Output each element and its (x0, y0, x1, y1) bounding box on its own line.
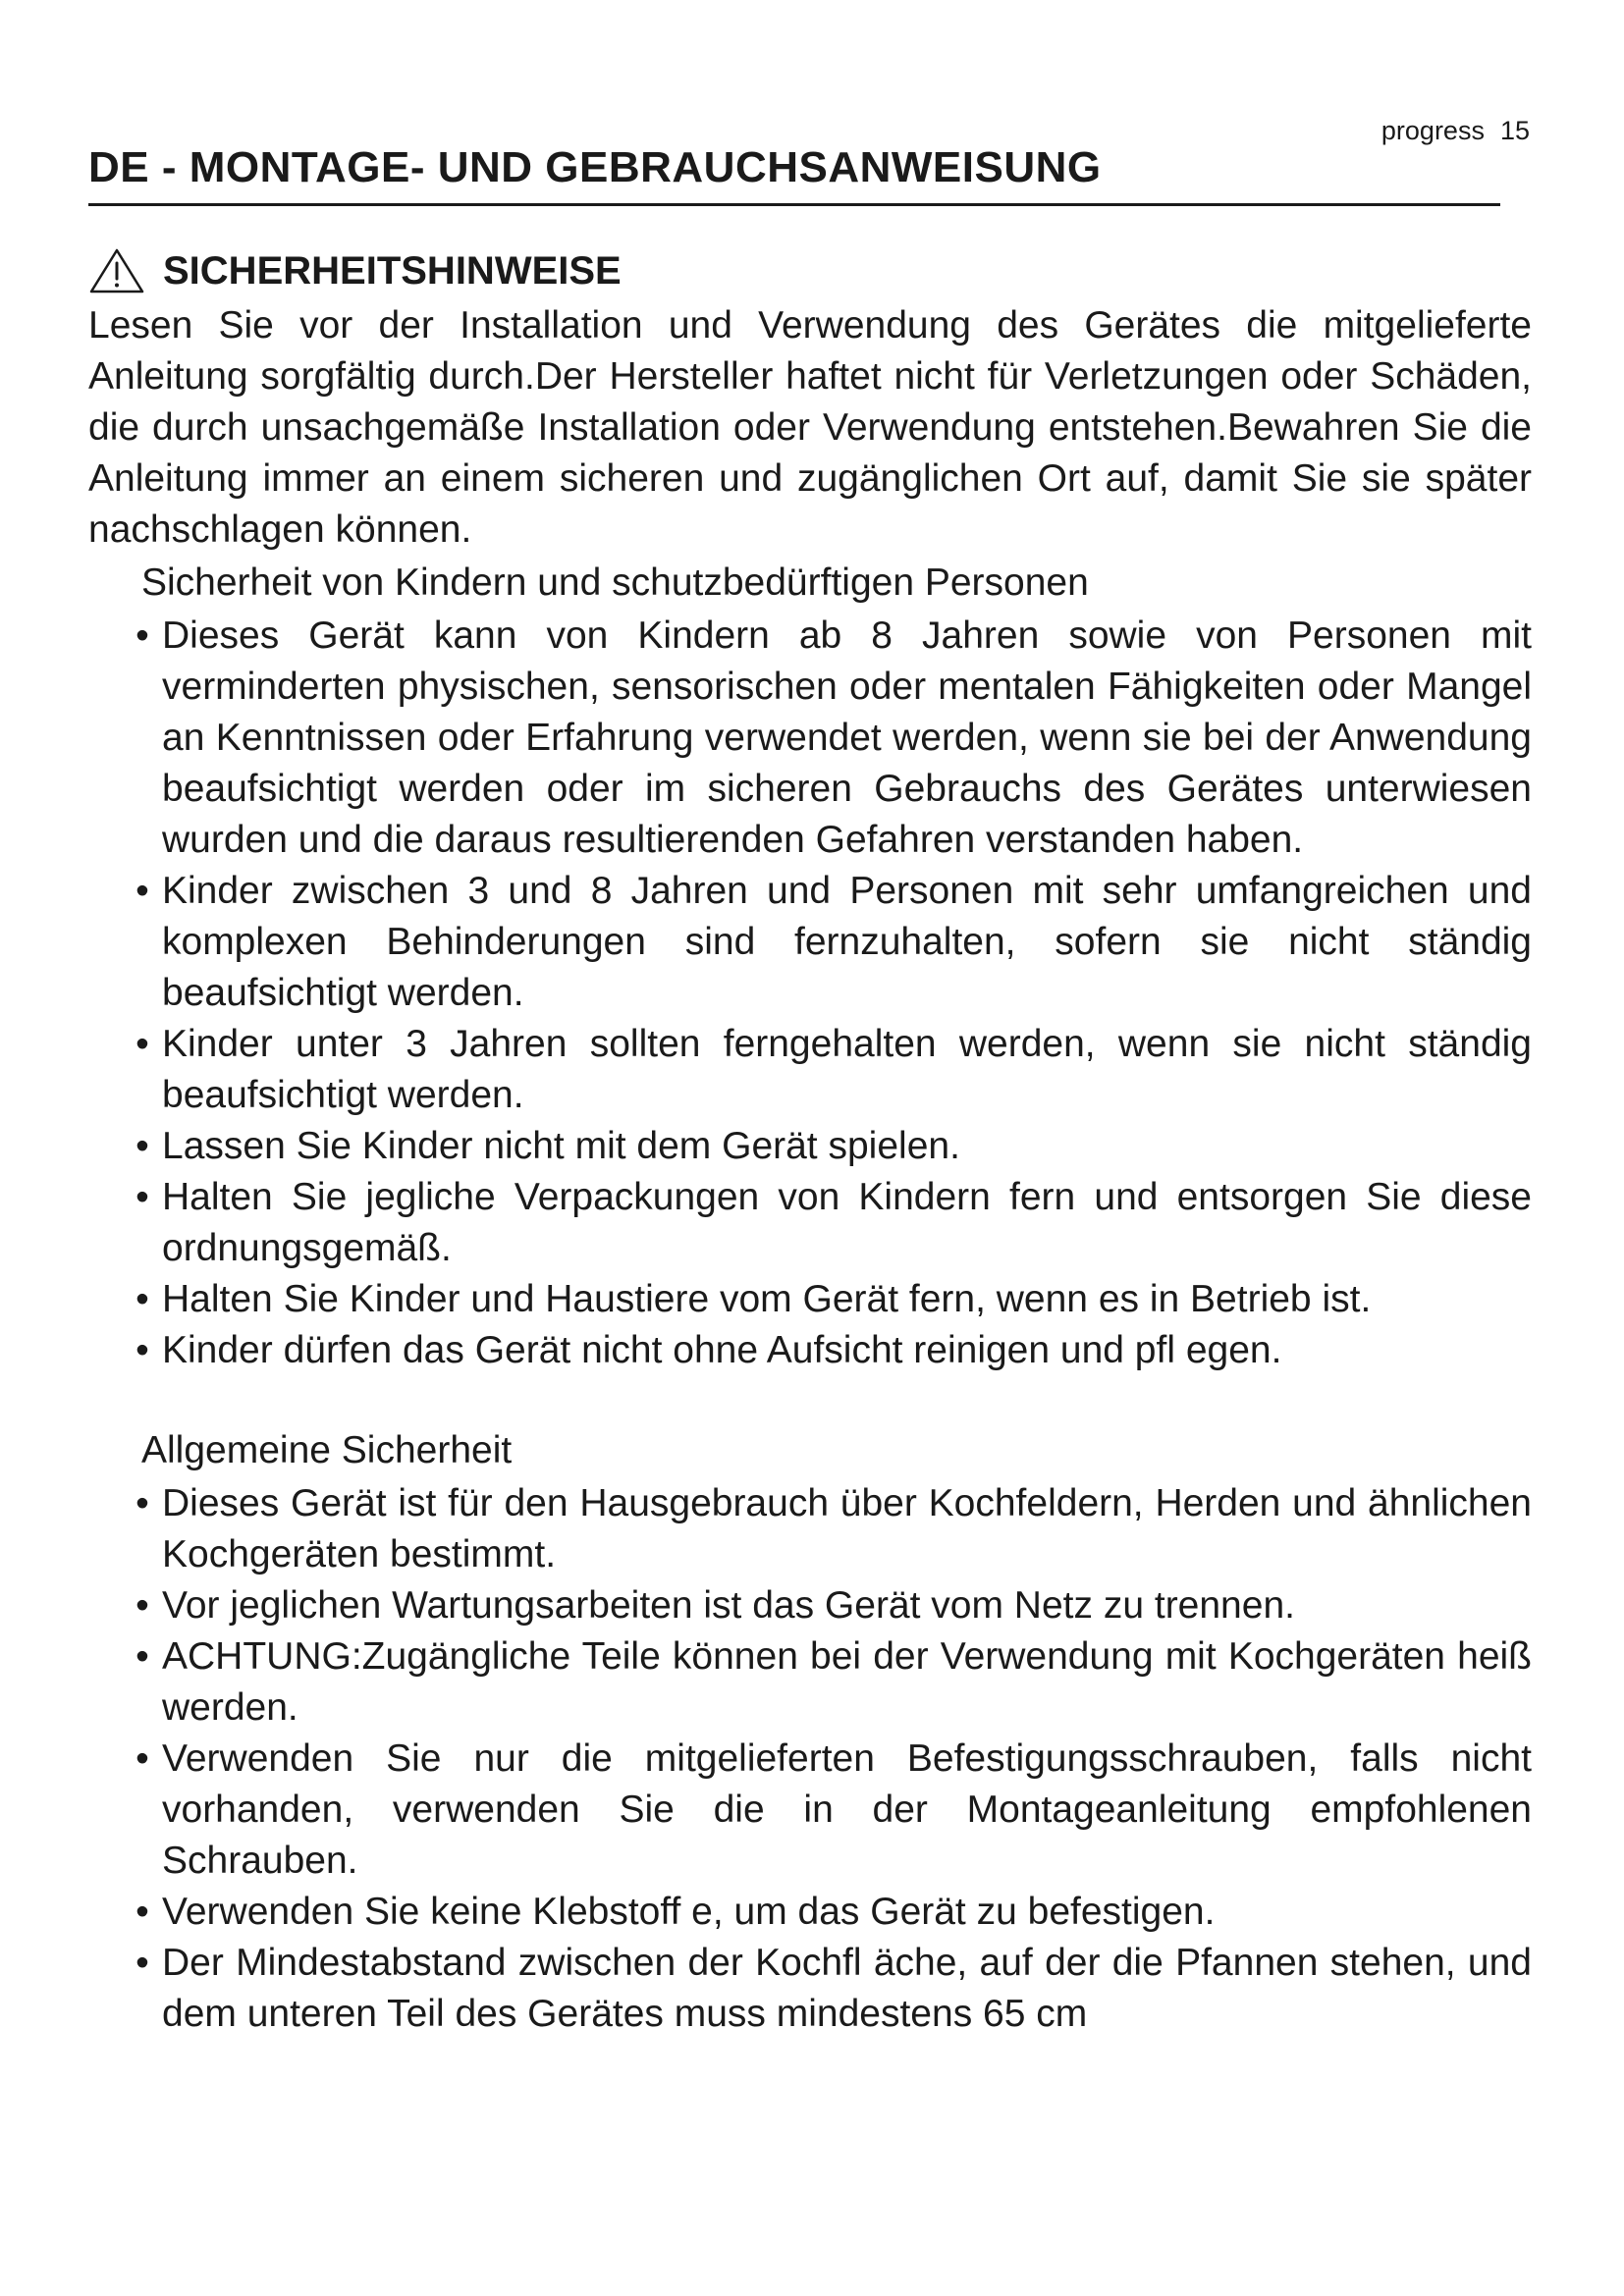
list-item: • ACHTUNG:Zugängliche Teile können bei der Verwendung mit Kochgeräten heiß werden. (162, 1631, 1532, 1734)
list-item: • Halten Sie jegliche Verpackungen von Kindern fern und entsorgen Sie diese ordnungsgemäß. (162, 1172, 1532, 1274)
bullet-icon: • (135, 1329, 149, 1371)
list-item: • Kinder dürfen das Gerät nicht ohne Aufsicht reinigen und pfl egen. (162, 1325, 1532, 1376)
list-item: • Halten Sie Kinder und Haustiere vom Gerät fern, wenn es in Betrieb ist. (162, 1274, 1532, 1325)
intro-paragraph: Lesen Sie vor der Installation und Verwendung des Gerätes die mitgelieferte Anleitung sorgfältig durch.Der Hersteller haftet nicht für Verletzungen oder Schäden, die durch unsachgemäße Installation oder Verwendung entstehen.Bewahren Sie die Anleitung immer an einem sicheren und zugänglichen Ort auf, damit Sie sie später nachschlagen können. (88, 304, 1532, 551)
document-body (88, 241, 1532, 2040)
bullet-icon: • (135, 1635, 149, 1678)
list-item: • Kinder zwischen 3 und 8 Jahren und Personen mit sehr umfangreichen und komplexen Behinderungen sind fernzuhalten, sofern sie nicht ständig beaufsichtigt werden. (162, 866, 1532, 1019)
list-item: • Dieses Gerät kann von Kindern ab 8 Jahren sowie von Personen mit verminderten physischen, sensorischen oder mentalen Fähigkeiten oder Mangel an Kenntnissen oder Erfahrung verwendet werden, wenn sie bei der Anwendung beaufsichtigt werden oder im sicheren Gebrauchs des Gerätes unterwiesen wurden und die daraus resultierenden Gefahren verstanden haben. (162, 611, 1532, 866)
bullet-icon: • (135, 870, 149, 912)
general-safety-list (88, 1478, 1532, 2040)
bullet-icon: • (135, 1584, 149, 1627)
bullet-icon: • (135, 1176, 149, 1218)
warning-triangle-icon (88, 247, 145, 294)
list-item: • Lassen Sie Kinder nicht mit dem Gerät spielen. (162, 1121, 1532, 1172)
bullet-icon: • (135, 1278, 149, 1320)
bullet-icon: • (135, 1125, 149, 1167)
list-item: • Der Mindestabstand zwischen der Kochfl äche, auf der die Pfannen stehen, und dem unteren Teil des Gerätes muss mindestens 65 cm (162, 1938, 1532, 2040)
list-item: • Kinder unter 3 Jahren sollten ferngehalten werden, wenn sie nicht ständig beaufsichtigt werden. (162, 1019, 1532, 1121)
bullet-icon: • (135, 1737, 149, 1780)
bullet-icon: • (135, 1942, 149, 1984)
document-title: DE - MONTAGE- UND GEBRAUCHSANWEISUNG (88, 143, 1102, 191)
bullet-icon: • (135, 1023, 149, 1065)
section-heading (88, 241, 1532, 300)
list-item: • Verwenden Sie nur die mitgelieferten Befestigungsschrauben, falls nicht vorhanden, verwenden Sie die in der Montageanleitung empfohlenen Schrauben. (162, 1734, 1532, 1887)
children-safety-heading: Sicherheit von Kindern und schutzbedürftigen Personen (141, 561, 1089, 604)
list-item: • Vor jeglichen Wartungsarbeiten ist das Gerät vom Netz zu trennen. (162, 1580, 1532, 1631)
list-item: • Dieses Gerät ist für den Hausgebrauch über Kochfeldern, Herden und ähnlichen Kochgeräten bestimmt. (162, 1478, 1532, 1580)
bullet-icon: • (135, 1891, 149, 1933)
section-title: SICHERHEITSHINWEISE (163, 249, 622, 293)
title-divider (88, 203, 1500, 206)
children-safety-list (88, 611, 1532, 1376)
page-header-meta (1381, 116, 1530, 146)
brand-name: progress (1380, 116, 1485, 145)
page-number: 15 (1499, 116, 1530, 145)
list-item: • Verwenden Sie keine Klebstoff e, um das Gerät zu befestigen. (162, 1887, 1532, 1938)
bullet-icon: • (135, 1482, 149, 1524)
bullet-icon: • (135, 614, 149, 657)
general-safety-heading: Allgemeine Sicherheit (141, 1429, 513, 1471)
